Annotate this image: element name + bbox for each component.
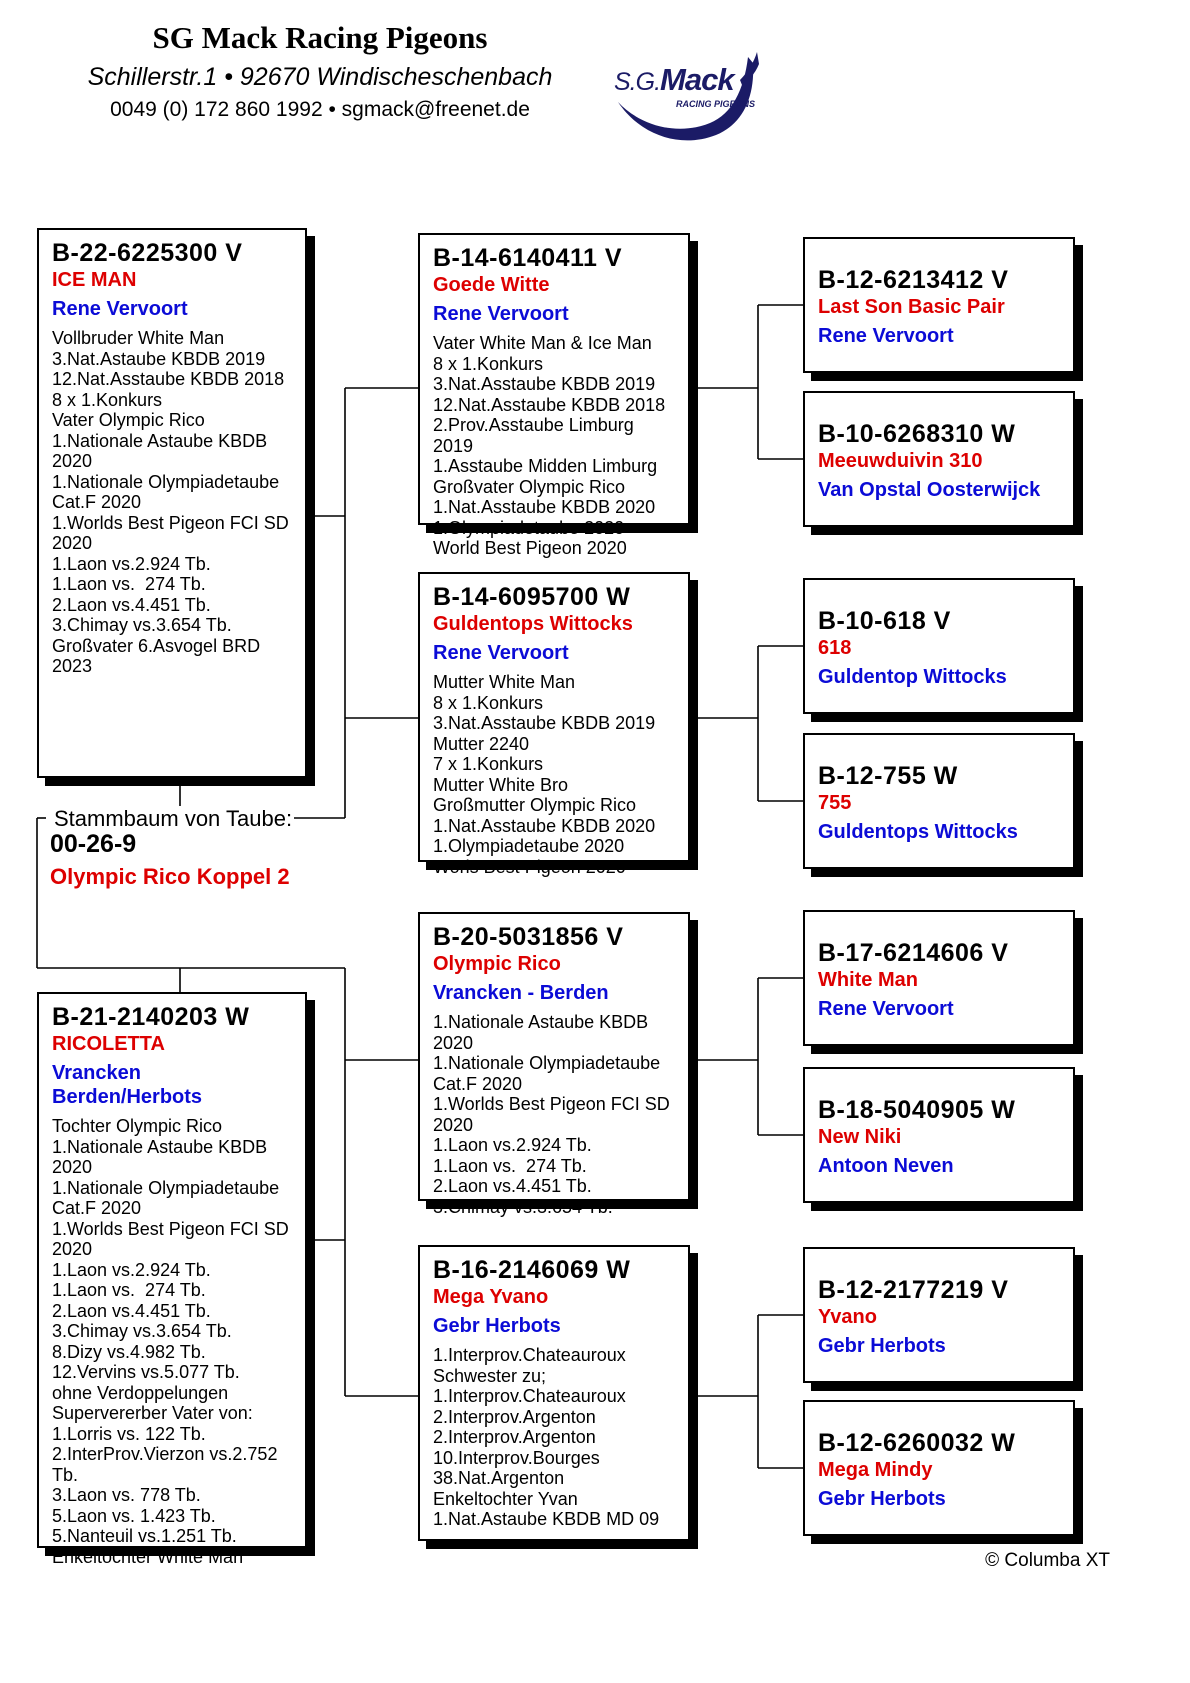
performance-line: 1.Nat.Asstaube KBDB 2020 [433,497,656,517]
performance-line: 2.Laon vs.4.451 Tb. [52,594,211,615]
ring-number: B-16-2146069 W [433,1256,631,1284]
performance-line: 1.Laon vs.2.924 Tb. [433,1135,592,1155]
breeder-name: Gebr Herbots [433,1315,561,1337]
performance-line: 1.Laon vs. 274 Tb. [52,1280,206,1300]
pedigree-box-sire [37,228,307,778]
breeder-name: Antoon Neven [818,1155,954,1177]
performance-line: 3.Laon vs. 778 Tb. [52,1485,201,1505]
ring-number: B-14-6095700 W [433,583,631,611]
breeder-name: Vrancken - Berden [433,982,609,1004]
performance-line: Vollbruder White Man [52,328,225,348]
loft-address: Schillerstr.1 • 92670 Windischeschenbach [87,63,553,91]
ring-number: B-12-6213412 V [818,266,1009,294]
performance-line: 1.Interprov.Chateauroux [433,1345,626,1365]
pigeon-name: 755 [818,792,852,814]
pedigree-box-dam [37,992,307,1567]
pigeon-name: Meeuwduivin 310 [818,450,983,472]
performance-line: 3.Nat.Asstaube KBDB 2019 [433,374,656,394]
performance-line: 3.Nat.Asstaube KBDB 2019 [433,713,656,733]
ring-number: B-12-755 W [818,762,958,790]
pigeon-name: White Man [818,969,918,991]
logo-subtext: RACING PIGEONS [676,99,756,109]
performance-line: 1.Nationale Astaube KBDB 2020 [433,1012,654,1053]
performance-line: 3.Nat.Astaube KBDB 2019 [52,348,266,369]
software-copyright: © Columba XT [985,1550,1110,1571]
performance-line: Großvater Olympic Rico [433,476,626,497]
loft-contact: 0049 (0) 172 860 1992 • sgmack@freenet.de [110,98,530,121]
pedigree-box-dam-dam-sire [803,1247,1075,1383]
subject-label: Stammbaum von Taube: [54,806,293,831]
performance-line: Supervererber Vater von: [52,1403,253,1423]
performance-line: 1.Nationale Olympiadetaube Cat.F 2020 [433,1053,666,1094]
performance-list [52,1116,293,1567]
ring-number: B-22-6225300 V [52,239,243,267]
breeder-name: Gebr Herbots [818,1488,946,1510]
performance-line: 2.Laon vs.4.451 Tb. [52,1300,211,1321]
performance-line: Enkeltochter Yvan [433,1488,578,1509]
breeder-name: Rene Vervoort [818,998,954,1020]
performance-list [52,328,293,677]
ring-number: B-10-618 V [818,607,951,635]
logo-prefix: S.G. [614,68,661,96]
performance-line: 7 x 1.Konkurs [433,754,544,774]
breeder-name: Guldentop Wittocks [818,666,1007,688]
performance-line: Mutter White Man [433,672,576,692]
pedigree-box-dam-dam-dam [803,1400,1075,1536]
pigeon-name: 618 [818,637,852,659]
performance-line: 3.Chimay vs.3.654 Tb. [52,1321,232,1341]
performance-line: Großvater 6.Asvogel BRD 2023 [52,635,266,676]
ring-number: B-12-2177219 V [818,1276,1009,1304]
pedigree-box-dam-sire-dam [803,1067,1075,1203]
performance-line: Großmutter Olympic Rico [433,795,637,815]
pigeon-name: Yvano [818,1306,877,1328]
performance-line: 1.Lorris vs. 122 Tb. [52,1423,206,1444]
performance-line: 5.Laon vs. 1.423 Tb. [52,1505,216,1526]
performance-line: Vater White Man & Ice Man [433,333,652,353]
performance-line: 1.Olympiadetaube 2020 [433,836,625,856]
pigeon-name: Goede Witte [433,274,550,296]
performance-list [433,1012,676,1217]
breeder-name: Vrancken Berden/Herbots [52,1062,203,1108]
subject-ring-number: 00-26-9 [50,830,137,858]
performance-line: 2.InterProv.Vierzon vs.2.752 Tb. [52,1444,283,1485]
breeder-name: Rene Vervoort [818,325,954,347]
pigeon-name: RICOLETTA [52,1033,165,1055]
performance-line: Mutter 2240 [433,733,530,754]
ring-number: B-12-6260032 W [818,1429,1016,1457]
performance-line: 1.Laon vs.2.924 Tb. [52,1259,211,1280]
ring-number: B-14-6140411 V [433,244,623,272]
performance-line: 1.Nationale Olympiadetaube Cat.F 2020 [52,471,285,512]
pedigree-box-dam-sire-sire [803,910,1075,1046]
performance-line: 3.Chimay vs.3.654 Tb. [433,1196,613,1217]
performance-line: Enkeltochter White Man [52,1546,244,1567]
performance-line: 2.Interprov.Argenton [433,1427,596,1447]
performance-line: 12.Nat.Asstaube KBDB 2018 [52,369,285,389]
performance-line: 1.Olympiadetaube 2020 [433,517,625,538]
pedigree-box-dam-dam [418,1245,690,1541]
ring-number: B-21-2140203 W [52,1003,250,1031]
performance-line: 38.Nat.Argenton [433,1468,565,1488]
performance-line: 3.Chimay vs.3.654 Tb. [52,615,232,635]
performance-line: 2.Laon vs.4.451 Tb. [433,1176,592,1196]
performance-list [433,672,676,877]
pedigree-box-sire-sire-dam [803,391,1075,527]
breeder-name: Rene Vervoort [433,303,569,325]
ring-number: B-10-6268310 W [818,420,1016,448]
performance-line: 2.Prov.Asstaube Limburg 2019 [433,415,639,456]
performance-line: 1.Laon vs. 274 Tb. [433,1155,587,1176]
pedigree-box-sire-sire [418,233,690,558]
performance-line: World Best Pigeon 2020 [433,538,627,558]
performance-line: ohne Verdoppelungen [52,1382,229,1403]
performance-line: 1.Worlds Best Pigeon FCI SD 2020 [52,1218,294,1259]
performance-line: 8 x 1.Konkurs [433,692,544,713]
performance-line: Schwester zu; [433,1365,547,1386]
pedigree-box-sire-dam-sire [803,578,1075,714]
performance-line: 10.Interprov.Bourges [433,1447,600,1468]
performance-line: 2.Interprov.Argenton [433,1406,596,1427]
pedigree-box-dam-sire [418,912,690,1217]
pedigree-box-sire-dam [418,572,690,877]
performance-line: Tochter Olympic Rico [52,1116,223,1136]
pigeon-name: ICE MAN [52,269,137,291]
performance-line: 1.Laon vs.2.924 Tb. [52,553,211,574]
performance-line: 8.Dizy vs.4.982 Tb. [52,1341,206,1362]
performance-line: Worls Best Pigeon 2020 [433,856,626,877]
pedigree-box-sire-dam-dam [803,733,1075,869]
subject-pigeon-name: Olympic Rico Koppel 2 [50,864,290,889]
sgmack-logo [612,50,762,145]
ring-number: B-18-5040905 W [818,1096,1016,1124]
performance-line: 1.Worlds Best Pigeon FCI SD 2020 [433,1094,675,1135]
loft-title: SG Mack Racing Pigeons [152,20,488,55]
ring-number: B-20-5031856 V [433,923,624,951]
performance-line: 1.Nationale Astaube KBDB 2020 [52,1136,273,1177]
logo-text [614,62,734,98]
breeder-name: Gebr Herbots [818,1335,946,1357]
loft-header [30,20,610,122]
performance-list [433,1345,676,1530]
performance-line: Vater Olympic Rico [52,410,205,430]
pigeon-name: New Niki [818,1126,902,1148]
pigeon-name: Olympic Rico [433,953,561,975]
performance-line: 12.Vervins vs.5.077 Tb. [52,1362,240,1382]
performance-line: 1.Nationale Astaube KBDB 2020 [52,430,273,471]
breeder-name: Van Opstal Oosterwijck [818,479,1041,501]
pigeon-name: Mega Yvano [433,1286,549,1308]
performance-line: 12.Nat.Asstaube KBDB 2018 [433,394,666,415]
performance-line: 1.Nationale Olympiadetaube Cat.F 2020 [52,1177,285,1218]
performance-line: 1.Interprov.Chateauroux [433,1386,626,1406]
logo-word: Mack [660,62,734,97]
breeder-name: Rene Vervoort [52,298,188,320]
pigeon-name: Guldentops Wittocks [433,613,633,635]
breeder-name: Guldentops Wittocks [818,821,1018,843]
performance-line: 8 x 1.Konkurs [52,389,163,410]
ring-number: B-17-6214606 V [818,939,1009,967]
pigeon-name: Mega Mindy [818,1459,933,1481]
performance-line: Mutter White Bro [433,774,569,795]
pedigree-box-sire-sire-sire [803,237,1075,373]
performance-line: 1.Nat.Asstaube KBDB 2020 [433,815,656,836]
performance-line: 1.Nat.Astaube KBDB MD 09 [433,1509,660,1529]
pigeon-name: Last Son Basic Pair [818,296,1005,318]
performance-line: 1.Asstaube Midden Limburg [433,456,658,476]
performance-line: 8 x 1.Konkurs [433,353,544,374]
performance-list [433,333,676,559]
performance-line: 1.Laon vs. 274 Tb. [52,574,206,594]
performance-line: 1.Worlds Best Pigeon FCI SD 2020 [52,512,294,553]
breeder-name: Rene Vervoort [433,642,569,664]
performance-line: 5.Nanteuil vs.1.251 Tb. [52,1526,237,1546]
